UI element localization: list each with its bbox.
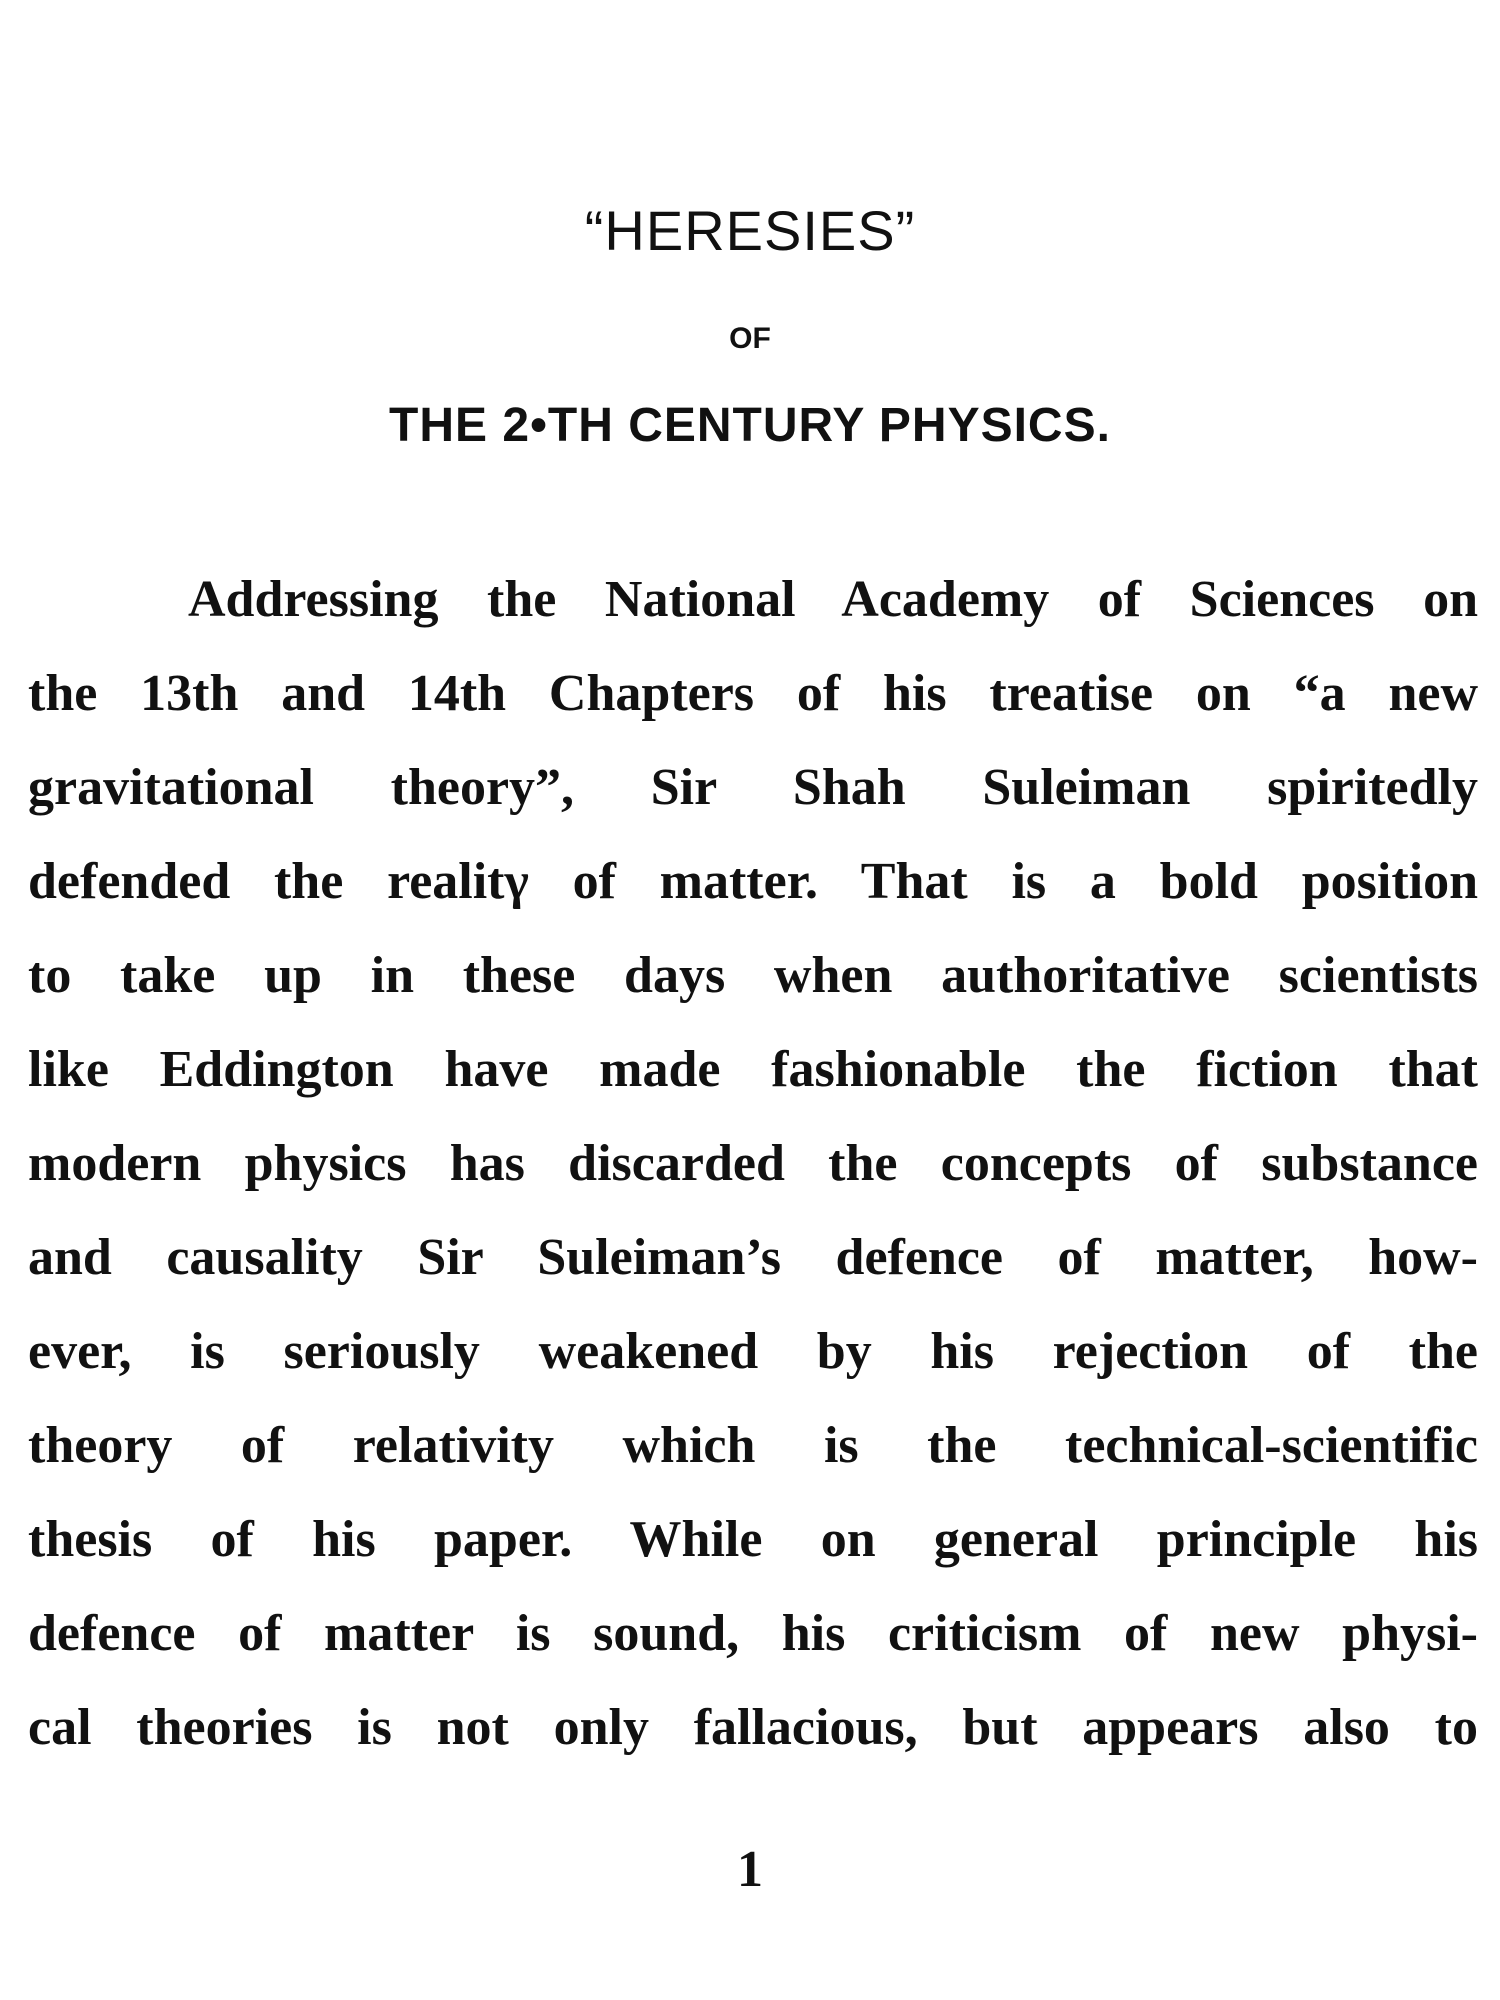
paragraph-line: defended the realitγ of matter. That is a bold position	[28, 853, 1478, 910]
paragraph-line: to take up in these days when authoritative scientists	[28, 947, 1478, 1004]
paragraph-line: Addressing the National Academy of Sciences on	[188, 571, 1478, 628]
paragraph-line: defence of matter is sound, his criticism of new physi-	[28, 1605, 1478, 1662]
document-title-of: OF	[729, 322, 771, 355]
paragraph-line: and causality Sir Suleiman’s defence of matter, how-	[28, 1229, 1478, 1286]
paragraph-line: cal theories is not only fallacious, but appears also to	[28, 1699, 1478, 1756]
document-subtitle: THE 2•TH CENTURY PHYSICS.	[389, 399, 1111, 452]
paragraph-line: gravitational theory”, Sir Shah Suleiman spiritedly	[28, 759, 1478, 816]
paragraph-line: modern physics has discarded the concepts of substance	[28, 1135, 1478, 1192]
page-number: 1	[737, 1841, 763, 1898]
paragraph-line: thesis of his paper. While on general principle his	[28, 1511, 1478, 1568]
paragraph-line: the 13th and 14th Chapters of his treatise on “a new	[28, 665, 1478, 722]
document-title: “HERESIES”	[584, 199, 916, 262]
paragraph-line: like Eddington have made fashionable the fiction that	[28, 1041, 1478, 1098]
paragraph-line: theory of relativity which is the technical-scientific	[28, 1417, 1478, 1474]
paragraph-line: ever, is seriously weakened by his rejection of the	[28, 1323, 1478, 1380]
